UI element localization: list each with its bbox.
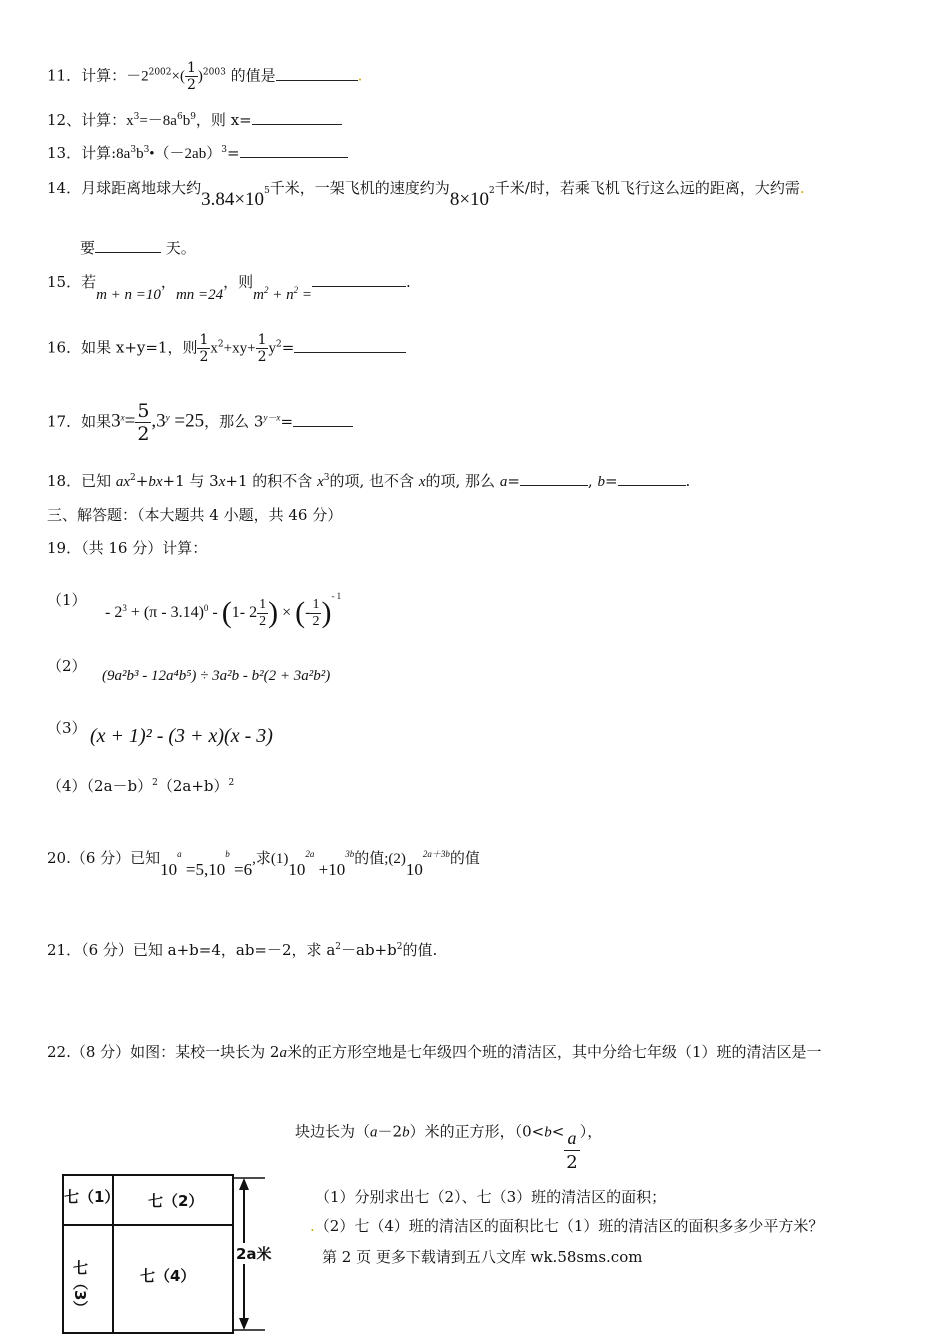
diagram-side-label: 2a米	[236, 1245, 272, 1263]
q19-part3-expr: (x + 1)² - (3 + x)(x - 3)	[90, 725, 273, 747]
q19-part1-expr: - $2^3 + (\pi - 3.14)^0 - (1-$ 2 $\frac{1}{2}$ ) × (- $\frac{1}{2}$ )$^{- 1}$	[105, 591, 342, 629]
question-14: 14．月球距离地球大约3.84×105千米，一架飞机的速度约为8×102千米/时，若乘飞机飞行这么远的距离，大约需.	[47, 179, 805, 210]
answer-blank	[252, 110, 342, 125]
q22-sub2: .（2）七（4）班的清洁区的面积比七（1）班的清洁区的面积多多少平方米？	[310, 1217, 824, 1235]
q19-part2-label: （2）	[47, 657, 87, 675]
diagram-cell-4: 七（4）	[140, 1267, 196, 1285]
question-17: 17．如果$3^x=$ $\frac{5}{2}$ $,3^y =25$，那么 $3^{y-x}=$	[47, 400, 353, 445]
diagram-cell-2: 七（2）	[148, 1192, 204, 1210]
question-11: 11．计算：$-2^{2002}\times$( $\frac{1}{2}$ )$^{2003}$ 的值是 .	[47, 60, 363, 93]
q19-part3-label: （3）	[47, 719, 87, 737]
answer-blank	[293, 412, 353, 427]
question-15: 15．若m + n =10，mn =24，则$m^2 + n^2$ =.	[47, 273, 411, 303]
question-13: 13．计算$:8a^3b^3•(-2ab)^3=$	[47, 143, 348, 164]
question-20: 20.（6 分）已知$10^a =5,10^b =6$,求$(1)10^{2a} +10^{3b}$的值$;(2)10^{2a+3b}$的值	[47, 849, 480, 879]
answer-blank	[95, 238, 161, 253]
question-12: 12、计算：$x^3=-8a^6b^9$，则 x=	[47, 110, 342, 131]
q19-part2-expr: (9a²b³ - 12a⁴b⁵) ÷ 3a²b - b²(2 + 3a²b²)	[102, 668, 331, 684]
answer-blank-b	[618, 471, 686, 486]
answer-blank	[312, 272, 406, 287]
question-14-line2: 要 天。	[80, 239, 196, 257]
diagram-cell-1: 七（1）	[64, 1188, 120, 1206]
q19-part4: $(4)(2a-b)^2(2a+b)^2$	[47, 777, 235, 795]
footer: 第 2 页 更多下载请到五八文库 wk.58sms.com	[322, 1248, 643, 1266]
question-21: 21．（6 分）已知 a+b=4，ab=－2，求 $a^2-ab+b^2$的值.	[47, 941, 438, 959]
question-22-line2: 块边长为（a－2b）米的正方形，（0<b< $\frac{a}{2}$ ），	[295, 1122, 603, 1173]
q19-part1-label: （1）	[47, 591, 87, 609]
question-19: 19．（共 16 分）计算：	[47, 539, 208, 557]
question-16: 16．如果 x+y=1，则 $\frac{1}{2}$ $x^2+xy+$ $\frac{1}{2}$ $y^2=$	[47, 332, 406, 365]
question-22: 22.（8 分）如图：某校一块长为 2a米的正方形空地是七年级四个班的清洁区，其中分给七年级（1）班的清洁区是一	[47, 1043, 822, 1061]
answer-blank	[276, 66, 358, 81]
answer-blank	[294, 338, 406, 353]
answer-blank-a	[520, 471, 588, 486]
section-heading: 三、解答题：（本大题共 4 小题，共 46 分）	[47, 506, 343, 524]
question-18: 18．已知 $ax^2+bx+1$ 与 3x+1 的积不含 $x^3$的项, 也不含 x的项, 那么 a= , b= .	[47, 472, 691, 490]
answer-blank	[240, 143, 348, 158]
diagram-cell-3: 七（3）	[71, 1260, 89, 1316]
q22-sub1: （1）分别求出七（2）、七（3）班的清洁区的面积；	[315, 1188, 667, 1206]
